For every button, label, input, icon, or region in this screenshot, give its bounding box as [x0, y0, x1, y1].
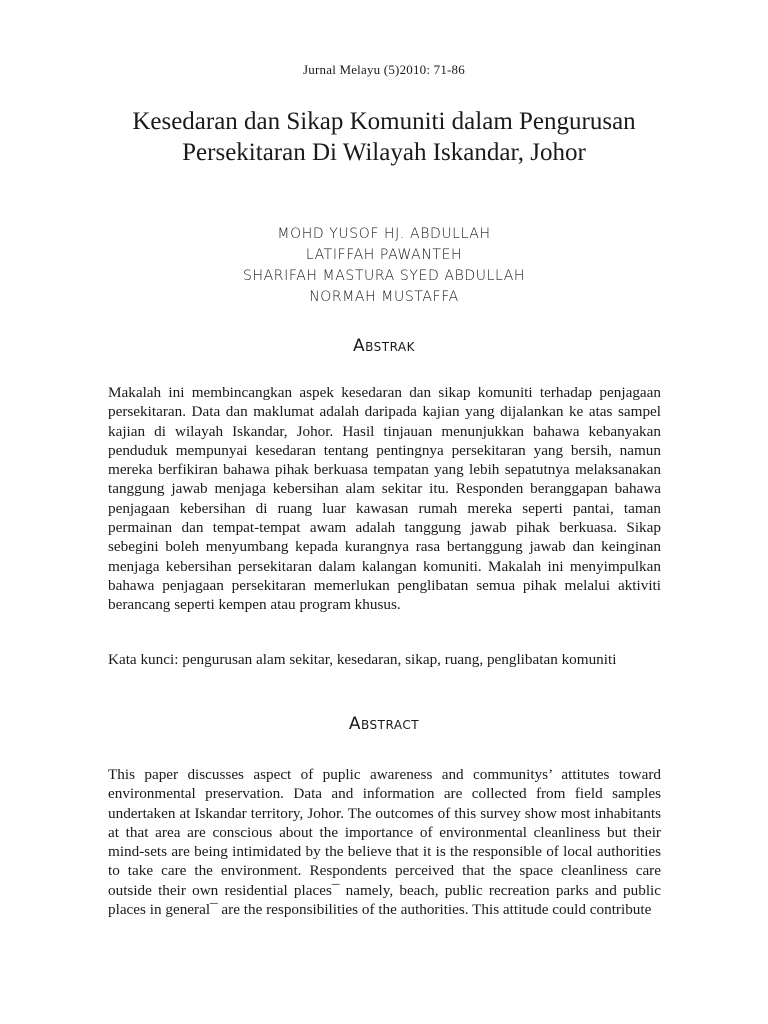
abstract-body: This paper discusses aspect of puplic awareness and communitys’ attitutes toward environmental preservation. Data and information are collected from field samples undertaken at Iskandar territory, Johor. The outcomes of this survey show most inhabitants at that area are conscious about the importance of environmental cleanliness but their mind-sets are being intimidated by the believe that it is the responsible of local authorities to take care the environment. Respondents perceived that the space cleanliness care outside their own residential places¯ namely, beach, public recreation parks and public places in general¯ are the responsibilities of the authorities. This attitude could contribute — [108, 766, 661, 919]
running-head: Jurnal Melayu (5)2010: 71-86 — [303, 62, 465, 77]
author-name: LATIFFAH PAWANTEH — [305, 247, 463, 263]
author-name: SHARIFAH MASTURA SYED ABDULLAH — [242, 268, 525, 284]
abstrak-body: Makalah ini membincangkan aspek kesedaran dan sikap komuniti terhadap penjagaan persekitaran. Data dan maklumat adalah daripada kajian yang dijalankan ke atas sampel kajian di wilayah Iskandar, Johor. Hasil tinjauan menunjukkan bahawa kebanyakan penduduk mempunyai kesedaran tentang pentingnya persekitaran yang bersih, namun mereka berfikiran bahawa pihak berkuasa tempatan yang lebih sepatutnya melaksanakan tanggung jawab menjaga kebersihan alam sekitar itu. Responden beranggapan bahawa penjagaan kebersihan di ruang luar kawasan rumah mereka seperti pantai, taman permainan dan tempat-tempat awam adalah tanggung jawab pihak berkuasa. Sikap sebegini boleh menyumbang kepada kurangnya rasa bertanggung jawab dan keinginan menjaga kebersihan persekitaran dalam kalangan komuniti. Makalah ini menyimpulkan bahawa penjagaan persekitaran memerlukan penglibatan semua pihak melalui aktiviti berancang seperti kempen atau program khusus. — [108, 384, 661, 614]
abstrak-heading: Abstrak — [352, 336, 416, 356]
author-name: MOHD YUSOF HJ. ABDULLAH — [277, 226, 491, 242]
author-list — [100, 224, 668, 308]
keywords: Kata kunci: pengurusan alam sekitar, kesedaran, sikap, ruang, penglibatan komuniti — [108, 651, 617, 668]
author-name: NORMAH MUSTAFFA — [309, 289, 459, 305]
abstract-heading: Abstract — [348, 714, 420, 734]
paper-title: Kesedaran dan Sikap Komuniti dalam Pengurusan Persekitaran Di Wilayah Iskandar, Johor — [132, 108, 636, 166]
